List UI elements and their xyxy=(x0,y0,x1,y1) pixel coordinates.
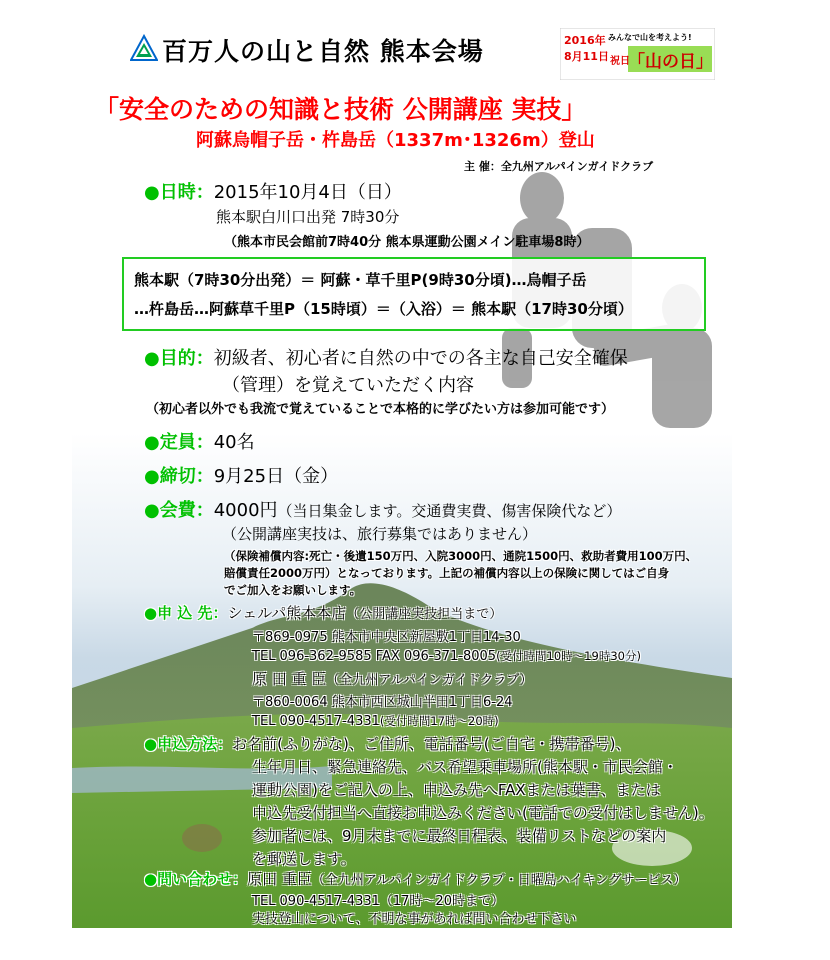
purpose-row xyxy=(144,344,628,370)
schedule-departure: 熊本駅白川口出発 7時30分 xyxy=(216,208,400,226)
badge-holiday: 祝日 xyxy=(610,56,630,67)
method-line-5: 参加者には、9月末までに最終日程表、装備リストなどの案内 xyxy=(252,827,667,845)
apply-c1-address: 〒869-0975 熊本市中央区新屋敷1丁目14-30 xyxy=(252,630,521,645)
badge-date: 8月11日 xyxy=(564,50,609,63)
deadline-label: ●締切： xyxy=(144,466,214,487)
fee-value-note: （当日集金します。交通費実費、傷害保険代など） xyxy=(277,502,622,520)
contact-org: （全九州アルパインガイドクラブ・日曜島ハイキングサービス） xyxy=(311,873,687,888)
route-line-2: …杵島岳…阿蘇草千里P（15時頃）＝（入浴）＝ 熊本駅（17時30分頃） xyxy=(134,300,633,318)
schedule-label: ●日時： xyxy=(144,182,214,203)
capacity-row xyxy=(144,428,255,454)
fee-insurance-3: でご加入をお願いします。 xyxy=(224,583,362,597)
apply-c2-tel: TEL 090-4517-4331 xyxy=(252,714,380,729)
route-box xyxy=(122,257,706,331)
purpose-line-1: 初級者、初心者に自然の中での各主な自己安全確保 xyxy=(213,348,628,369)
event-subtitle: 阿蘇烏帽子岳・杵島岳（1337m･1326m）登山 xyxy=(196,130,595,151)
apply-c2-note: （全九州アルパインガイドクラブ） xyxy=(326,673,533,688)
apply-c2-hours: (受付時間17時～20時) xyxy=(379,714,499,728)
fee-insurance-1: （保険補償内容:死亡・後遺150万円、入院3000円、通院1500円、救助者費用100万円、 xyxy=(224,549,698,563)
purpose-note: （初心者以外でも我流で覚えていることで本格的に学びたい方は参加可能です） xyxy=(146,402,615,417)
deadline-row xyxy=(144,462,338,488)
apply-c1-name: シェルパ熊本本店 xyxy=(227,604,347,622)
contact-name: 原田 重臣 xyxy=(247,870,312,888)
apply-c2-contact xyxy=(252,710,499,729)
apply-label: ●申 込 先： xyxy=(144,604,228,622)
fee-row xyxy=(144,496,621,522)
apply-c1-tel: TEL 096-362-9585 FAX 096-371-8005 xyxy=(252,649,497,664)
fee-insurance-2: 賠償責任2000万円）となっております。上記の補償内容以上の保険に関してはご自身 xyxy=(224,566,670,580)
contact-label: ●問い合わせ： xyxy=(144,870,248,888)
schedule-date: 2015年10月4日（日） xyxy=(213,182,402,203)
method-line-4: 申込先受付担当へ直接お申込みください(電話での受付はしません)。 xyxy=(252,804,714,822)
contact-tel: TEL 090-4517-4331（17時～20時まで） xyxy=(252,894,504,909)
deadline-value: 9月25日（金） xyxy=(213,466,339,487)
page-title: 百万人の山と自然 熊本会場 xyxy=(162,37,484,66)
capacity-label: ●定員： xyxy=(144,432,214,453)
organizer: 主 催：全九州アルパインガイドクラブ xyxy=(464,160,654,173)
schedule-row xyxy=(144,178,402,204)
event-poster xyxy=(72,28,732,928)
badge-slogan: みんなで山を考えよう! xyxy=(608,33,692,42)
method-line-6: を郵送します。 xyxy=(252,850,356,868)
purpose-label: ●目的： xyxy=(144,348,214,369)
contact-note: 実技登山について、不明な事があれば問い合わせ下さい xyxy=(252,912,577,927)
method-line-3: 運動公園)をご記入の上、申込み先へFAXまたは葉書、または xyxy=(252,781,661,799)
method-row xyxy=(144,733,631,754)
purpose-line-2: （管理）を覚えていただく内容 xyxy=(222,375,474,396)
route-line-1: 熊本駅（7時30分出発）＝ 阿蘇・草千里P(9時30分頃)…烏帽子岳 xyxy=(134,271,587,289)
mountain-day-badge xyxy=(560,28,715,80)
schedule-note: （熊本市民会館前7時40分 熊本県運動公園メイン駐車場8時） xyxy=(224,235,590,250)
fee-value: 4000円 xyxy=(213,500,278,521)
badge-year: 2016年 xyxy=(564,34,606,47)
fee-label: ●会費： xyxy=(144,500,214,521)
apply-c1-contact xyxy=(252,645,641,664)
event-title: 「安全のための知識と技術 公開講座 実技」 xyxy=(94,95,587,124)
badge-name: 「山の日」 xyxy=(628,52,713,72)
apply-c2-row xyxy=(252,668,532,689)
contact-row xyxy=(144,868,686,889)
apply-row xyxy=(144,602,502,623)
capacity-value: 40名 xyxy=(213,432,255,453)
club-logo-icon xyxy=(130,34,158,62)
method-label: ●申込方法： xyxy=(144,735,233,753)
apply-c2-name: 原 田 重 臣 xyxy=(252,670,327,688)
apply-c1-hours: (受付時間10時～19時30分) xyxy=(496,649,641,663)
method-line-2: 生年月日、緊急連絡先、バス希望乗車場所(熊本駅・市民会館・ xyxy=(252,758,678,776)
apply-c2-address: 〒860-0064 熊本市西区城山半田1丁目6-24 xyxy=(252,695,513,710)
fee-line-2: （公開講座実技は、旅行募集ではありません） xyxy=(222,525,538,543)
method-line-1: お名前(ふりがな)、ご住所、電話番号(ご自宅・携帯番号)、 xyxy=(232,735,631,753)
apply-c1-note: （公開講座実技担当まで） xyxy=(346,607,503,622)
